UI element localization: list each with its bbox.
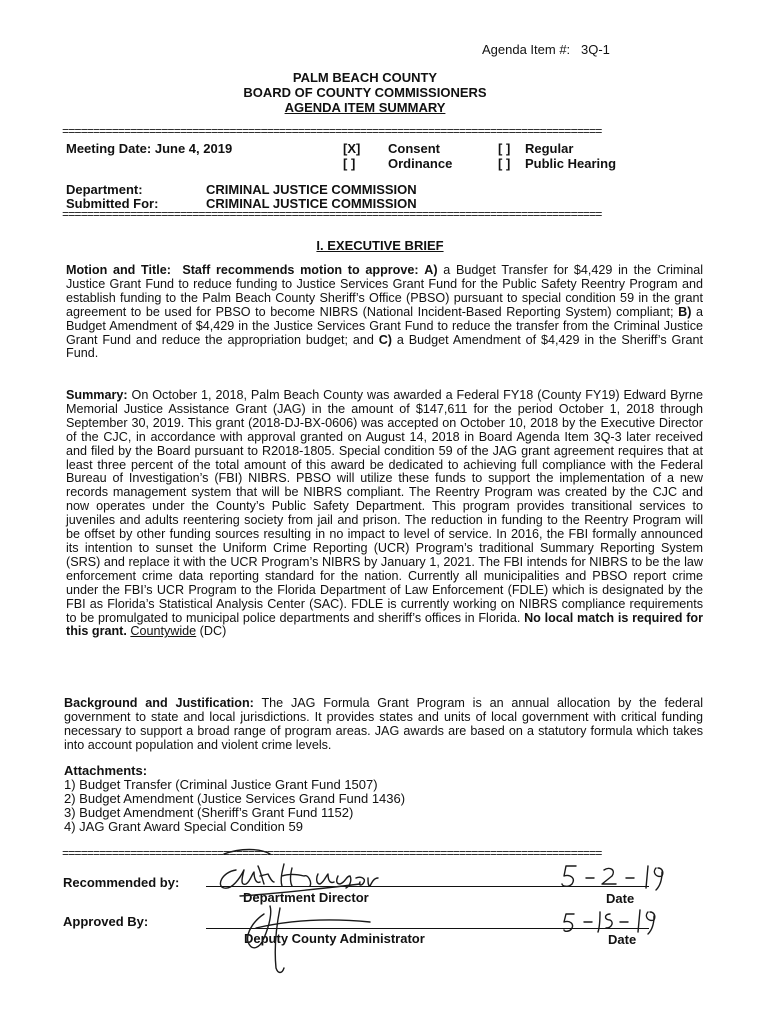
consent-label: Consent xyxy=(388,141,440,156)
date-label: Date xyxy=(606,891,635,906)
separator-rule: ======================================================================================= xyxy=(62,210,602,220)
motion-paragraph: Motion and Title: Staff recommends motion to approve: A) a Budget Transfer for $4,429 in the Criminal Justice Grant Fund to reduce funding to Justice Services Grant Fund for the Public Safety Reentry Program and establish funding to the Palm Beach County Sheriff’s Office (PBSO) pursuant to special condition 59 in the grant agreement to be used for PBSO to become NIBRS (National Incident-Based Reporting System) compliant; B) a Budget Amendment of $4,429 in the Justice Services Grant Fund to reduce the transfer from the Criminal Justice Grant Fund and reduce the appropriation budget; and C) a Budget Amendment of $4,429 in the Sheriff’s Grant Fund. xyxy=(66,263,703,361)
approved-label: Approved By: xyxy=(63,914,149,929)
board-name: BOARD OF COUNTY COMMISSIONERS xyxy=(243,85,487,100)
attachment-item: 4) JAG Grant Award Special Condition 59 xyxy=(64,819,303,834)
recommended-signature-flourish xyxy=(224,850,360,897)
separator-rule: ======================================================================================= xyxy=(62,849,602,859)
background-paragraph: Background and Justification: The JAG Formula Grant Program is an annual allocation by the federal government to state and local jurisdictions. It provides states and units of local government with critical funding necessary to support a broad range of program areas. JAG awards are based on a statutory formula which takes into account population and violent crime levels. xyxy=(64,696,703,752)
approved-title: Deputy County Administrator xyxy=(244,931,425,946)
date-label: Date xyxy=(608,932,637,947)
meeting-date: Meeting Date: June 4, 2019 xyxy=(66,141,233,156)
recommended-title: Department Director xyxy=(243,890,369,905)
hearing-checkbox[interactable]: [ ] xyxy=(498,156,511,171)
submitted-label: Submitted For: xyxy=(66,196,159,211)
attachment-item: 3) Budget Amendment (Sheriff’s Grant Fund 1152) xyxy=(64,805,354,820)
ordinance-label: Ordinance xyxy=(388,156,453,171)
approved-date xyxy=(564,910,655,934)
department-label: Department: xyxy=(66,182,143,197)
department-value: CRIMINAL JUSTICE COMMISSION xyxy=(206,182,417,197)
section-title: I. EXECUTIVE BRIEF xyxy=(316,238,444,253)
agenda-item-label: Agenda Item #: 3Q-1 xyxy=(482,42,610,57)
summary-paragraph: Summary: On October 1, 2018, Palm Beach County was awarded a Federal FY18 (County FY19) Edward Byrne Memorial Justice Assistance Grant (JAG) in the amount of $147,611 for the period October 1, 2018 through September 30, 2019. This grant (2018-DJ-BX-0606) was accepted on October 10, 2018 by the Executive Director of the CJC, in accordance with approval granted on August 14, 2018 in Board Agenda Item 3Q-3 later received and filed by the Board pursuant to R2018-1805. Special condition 59 of the JAG grant agreement requires that at least three percent of the total amount of this award be dedicated to achieving full compliance with the Federal Bureau of Investigation’s (FBI) NIBRS. PBSO will utilize these funds to support the implementation of a new records management system that will be NIBRS compliant. The Reentry Program was created by the CJC and now operates under the County’s Public Safety Department. This program provides transitional services to juveniles and adults reentering society from jail and prison. The reduction in funding to the Reentry Program will be offset by other funding sources resulting in no impact to level of service. In 2016, the FBI formally announced its intention to sunset the Uniform Crime Reporting (UCR) Program’s traditional Summary Reporting System (SRS) and replace it with the UCR Program’s NIBRS by January 1, 2021. The FBI intends for NIBRS to be the law enforcement crime data reporting standard for the nation. Currently all municipalities and PBSO report crime under the FBI’s UCR Program to the Florida Department of Law Enforcement (FDLE) which is designated by the FBI as Florida’s Statistical Analysis Center (SAC). FDLE is currently working on NIBRS compliance requirements to be promulgated to municipal police departments and sheriff’s offices in Florida. No local match is required for this grant. Countywide (DC) xyxy=(66,388,703,639)
attachment-item: 2) Budget Amendment (Justice Services Grand Fund 1436) xyxy=(64,791,406,806)
handwritten-signatures xyxy=(200,848,680,978)
hearing-label: Public Hearing xyxy=(525,156,617,171)
consent-checkbox[interactable]: [X] xyxy=(343,141,361,156)
separator-rule: ======================================================================================= xyxy=(62,127,602,137)
submitted-value: CRIMINAL JUSTICE COMMISSION xyxy=(206,196,417,211)
countywide-link: Countywide xyxy=(130,624,197,639)
approved-signature xyxy=(248,906,370,973)
attachments-label: Attachments: xyxy=(64,763,148,778)
ordinance-checkbox[interactable]: [ ] xyxy=(343,156,356,171)
recommended-date xyxy=(562,866,663,890)
regular-checkbox[interactable]: [ ] xyxy=(498,141,511,156)
summary-title: AGENDA ITEM SUMMARY xyxy=(284,100,446,115)
attachment-item: 1) Budget Transfer (Criminal Justice Grant Fund 1507) xyxy=(64,777,378,792)
regular-label: Regular xyxy=(525,141,574,156)
recommended-label: Recommended by: xyxy=(63,875,180,890)
county-name: PALM BEACH COUNTY xyxy=(292,70,438,85)
agenda-item-number: 3Q-1 xyxy=(581,42,610,57)
